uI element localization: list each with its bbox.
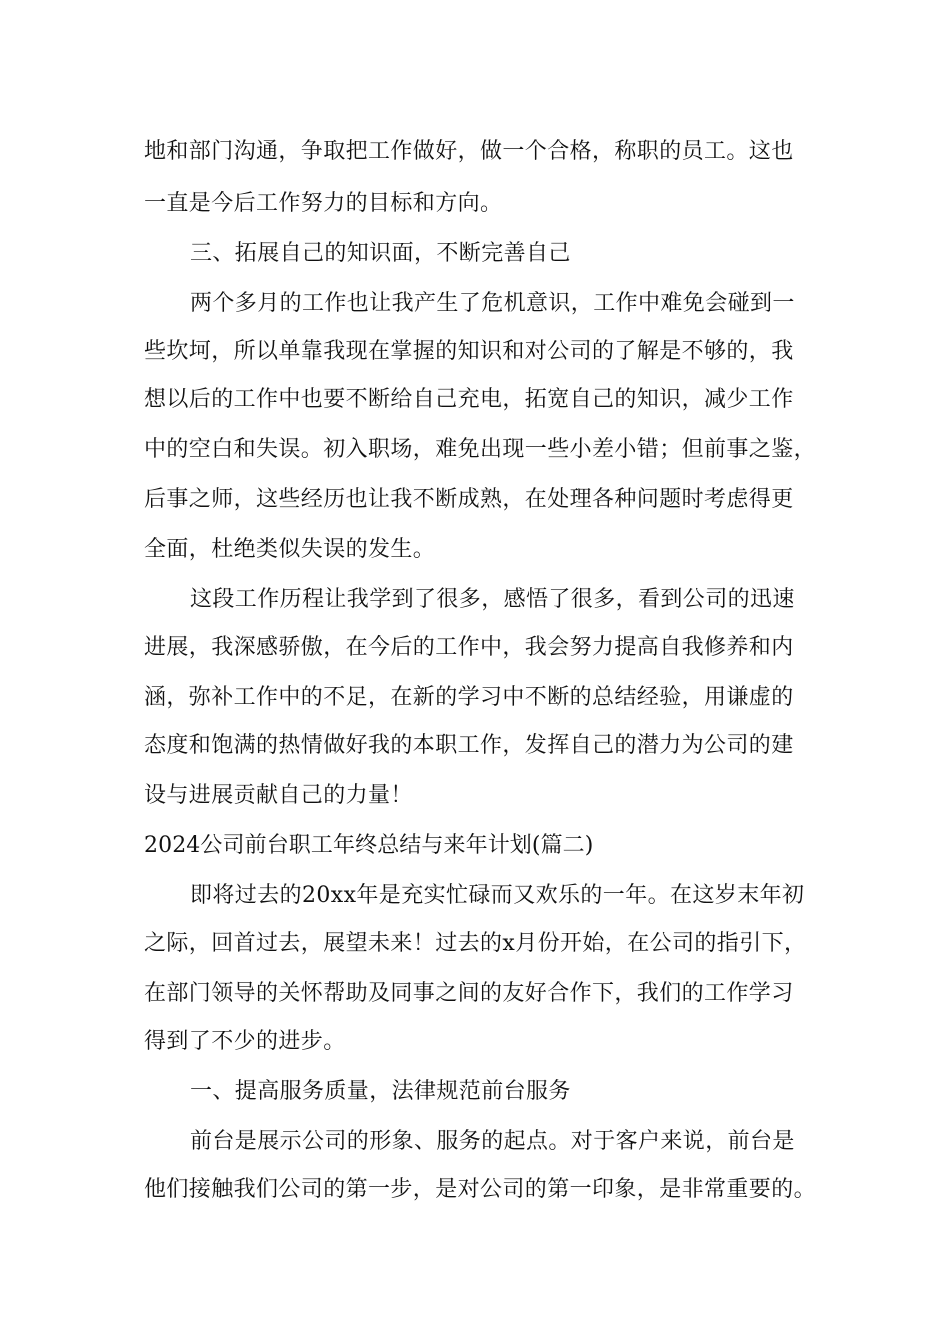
text-line: 设与进展贡献自己的力量！ <box>144 783 413 808</box>
text-line: 地和部门沟通，争取把工作做好，做一个合格，称职的员工。这也 <box>144 139 794 164</box>
text-line: 态度和饱满的热情做好我的本职工作，发挥自己的潜力为公司的建 <box>144 733 794 758</box>
section-heading: 一、提高服务质量，法律规范前台服务 <box>190 1079 571 1104</box>
text-line: 之际，回首过去，展望未来！过去的x月份开始，在公司的指引下， <box>144 931 807 956</box>
text-line: 两个多月的工作也让我产生了危机意识，工作中难免会碰到一 <box>190 291 795 316</box>
text-line: 中的空白和失误。初入职场，难免出现一些小差小错；但前事之鉴， <box>144 437 817 462</box>
text-line: 这段工作历程让我学到了很多，感悟了很多，看到公司的迅速 <box>190 587 795 612</box>
text-line: 一直是今后工作努力的目标和方向。 <box>144 191 503 216</box>
text-line: 全面，杜绝类似失误的发生。 <box>144 537 436 562</box>
text-line: 在部门领导的关怀帮助及同事之间的友好合作下，我们的工作学习 <box>144 981 794 1006</box>
text-line: 想以后的工作中也要不断给自己充电，拓宽自己的知识，减少工作 <box>144 387 794 412</box>
text-line: 前台是展示公司的形象、服务的起点。对于客户来说，前台是 <box>190 1129 795 1154</box>
text-line: 些坎坷，所以单靠我现在掌握的知识和对公司的了解是不够的，我 <box>144 339 794 364</box>
text-line: 涵，弥补工作中的不足，在新的学习中不断的总结经验，用谦虚的 <box>144 685 794 710</box>
text-line: 即将过去的20xx年是充实忙碌而又欢乐的一年。在这岁末年初 <box>190 883 805 908</box>
text-line: 他们接触我们公司的第一步，是对公司的第一印象，是非常重要的。 <box>144 1177 817 1202</box>
section-title: 2024公司前台职工年终总结与来年计划(篇二) <box>144 833 594 858</box>
text-line: 得到了不少的进步。 <box>144 1029 346 1054</box>
text-line: 后事之师，这些经历也让我不断成熟，在处理各种问题时考虑得更 <box>144 487 794 512</box>
section-heading: 三、拓展自己的知识面，不断完善自己 <box>190 241 571 266</box>
text-line: 进展，我深感骄傲，在今后的工作中，我会努力提高自我修养和内 <box>144 635 794 660</box>
